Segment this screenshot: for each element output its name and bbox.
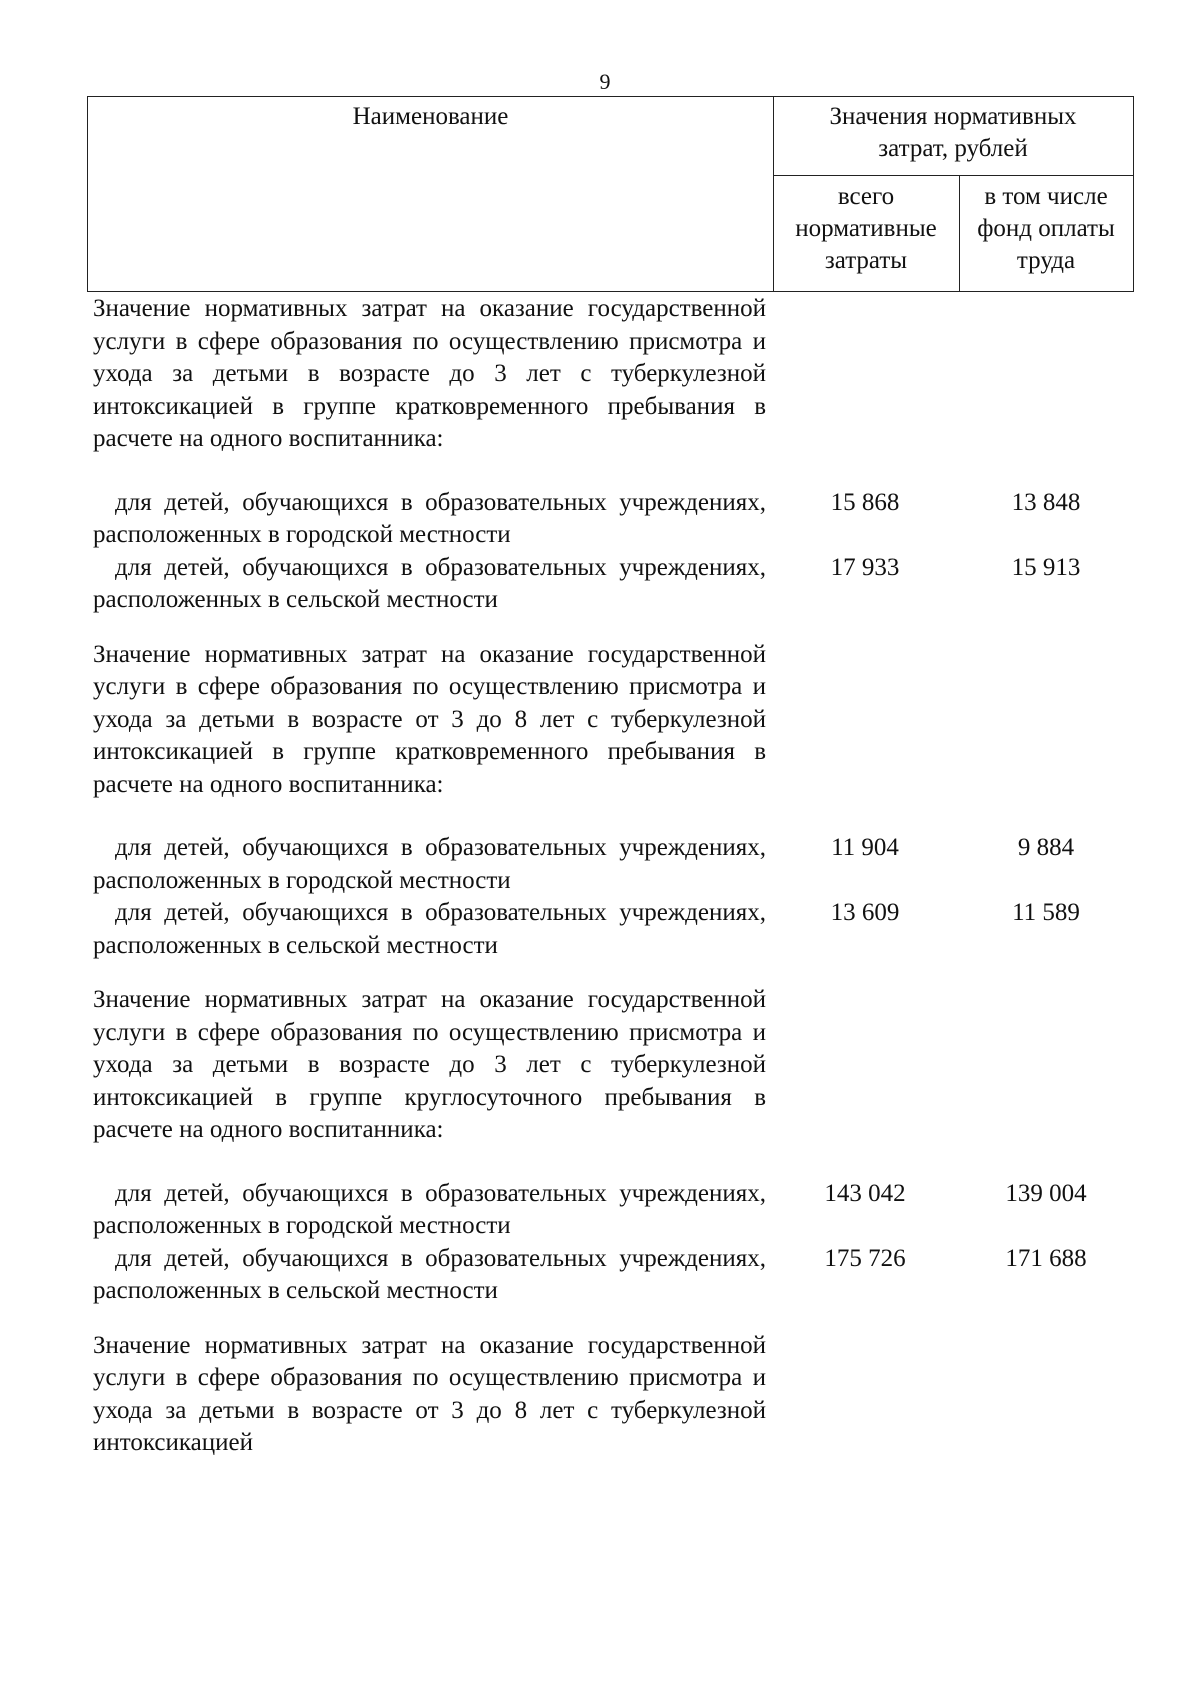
row-total: 17 933 [830,553,900,581]
table-body [0,293,1200,1482]
row-total: 15 868 [830,488,900,516]
section-title: Значение нормативных затрат на оказание государственной услуги в сфере образования по осуществлению присмотра и ухода за детьми в возрасте до 3 лет с туберкулезной интоксикацией в группе кратковременного пребывания в расчете на одного воспитанника: [93,295,766,452]
row-payroll: 171 688 [1005,1244,1087,1272]
row-payroll: 13 848 [1011,488,1081,516]
row-total: 13 609 [830,899,900,926]
table-header [87,96,1134,292]
section-title: Значение нормативных затрат на оказание государственной услуги в сфере образования по осуществлению присмотра и ухода за детьми в возрасте до 3 лет с туберкулезной интоксикацией в группе круглосуточного пребывания в расчете на одного воспитанника: [93,986,766,1143]
table-section [0,293,1200,617]
table-row [0,1243,1200,1308]
page-number: 9 [599,69,611,94]
row-payroll: 15 913 [1011,553,1081,581]
row-total: 175 726 [824,1244,906,1272]
table-section [0,639,1200,963]
header-values-group: Значения нормативных затрат, рублей [829,103,1077,162]
row-label: для детей, обучающихся в образовательных учреждениях, расположенных в городской местности [93,1179,766,1239]
row-label: для детей, обучающихся в образовательных учреждениях, расположенных в сельской местности [93,553,766,613]
header-name: Наименование [352,103,509,130]
table-row [0,897,1200,962]
header-total: всего нормативные затраты [795,183,937,274]
row-payroll: 11 589 [1012,899,1080,926]
table-section [0,984,1200,1308]
table-row [0,1178,1200,1243]
row-payroll: 9 884 [1017,834,1075,861]
section-title: Значение нормативных затрат на оказание государственной услуги в сфере образования по осуществлению присмотра и ухода за детьми в возрасте от 3 до 8 лет с туберкулезной интоксикацией в группе кратковременного пребывания в расчете на одного воспитанника: [93,640,766,798]
row-total: 11 904 [831,834,899,861]
row-label: для детей, обучающихся в образовательных учреждениях, расположенных в сельской местности [93,899,766,959]
row-label: для детей, обучающихся в образовательных учреждениях, расположенных в городской местности [93,834,766,894]
section-title: Значение нормативных затрат на оказание государственной услуги в сфере образования по осуществлению присмотра и ухода за детьми в возрасте от 3 до 8 лет с туберкулезной интоксикацией [93,1331,766,1456]
table-row [0,832,1200,897]
row-label: для детей, обучающихся в образовательных учреждениях, расположенных в городской местности [93,488,766,548]
row-total: 143 042 [824,1179,906,1207]
row-label: для детей, обучающихся в образовательных учреждениях, расположенных в сельской местности [93,1244,766,1304]
table-row [0,552,1200,617]
table-section [0,1330,1200,1460]
header-payroll: в том числе фонд оплаты труда [977,183,1115,274]
row-payroll: 139 004 [1005,1179,1087,1207]
table-row [0,487,1200,552]
